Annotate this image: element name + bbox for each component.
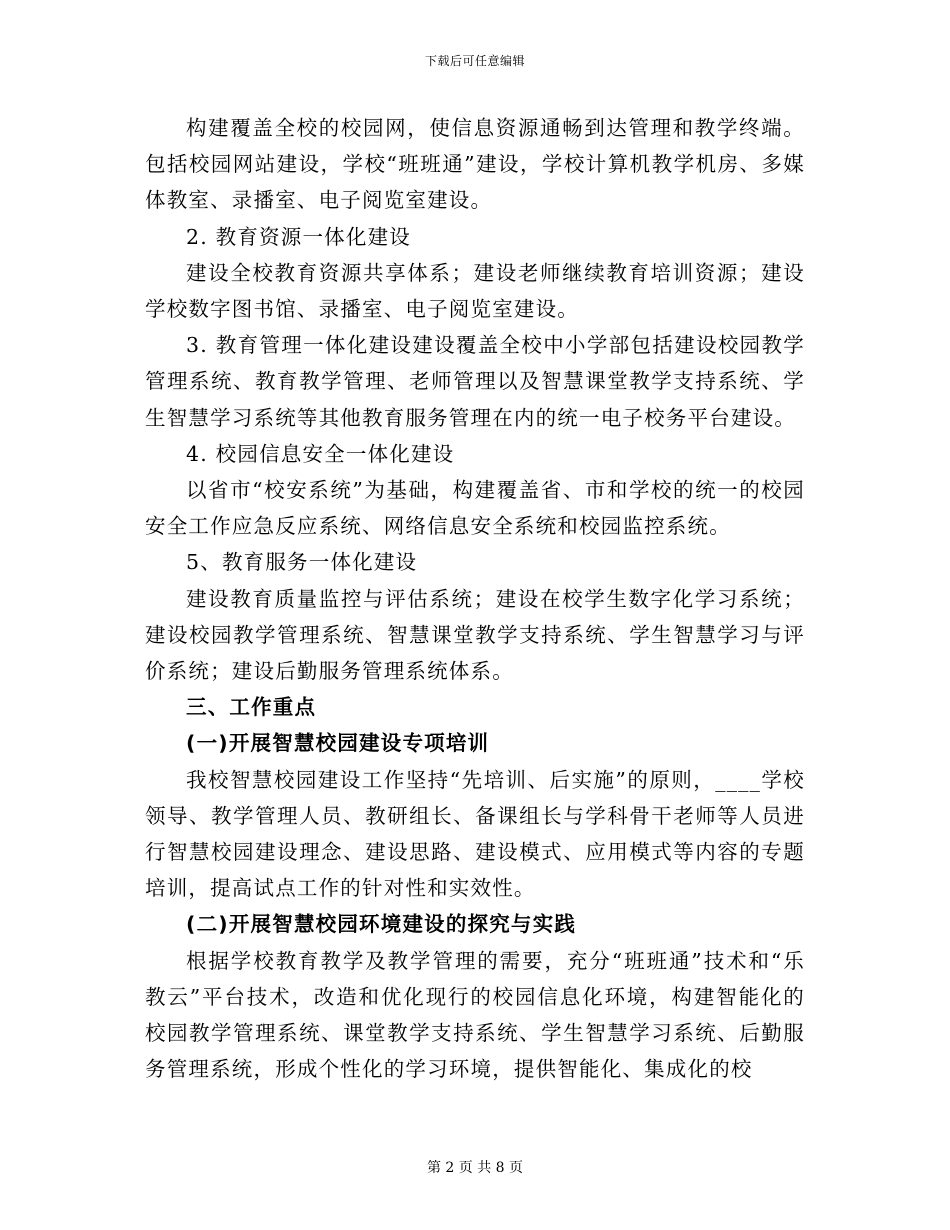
paragraph-education-management: 3. 教育管理一体化建设建设覆盖全校中小学部包括建设校园教学管理系统、教育教学管理、老师管理以及智慧课堂教学支持系统、学生智慧学习系统等其他教育服务管理在内的统一电子校务平台建设。 xyxy=(145,333,805,430)
heading-training: (一)开展智慧校园建设专项培训 xyxy=(186,731,490,756)
heading-work-focus: 三、工作重点 xyxy=(186,695,317,720)
paragraph-education-services: 建设教育质量监控与评估系统；建设在校学生数字化学习系统；建设校园教学管理系统、智慧课堂教学支持系统、学生智慧学习与评价系统；建设后勤服务管理系统体系。 xyxy=(145,586,805,684)
heading-education-resources: 2. 教育资源一体化建设 xyxy=(186,224,411,249)
heading-education-services: 5、教育服务一体化建设 xyxy=(186,550,418,575)
heading-campus-security: 4. 校园信息安全一体化建设 xyxy=(186,441,455,466)
page-footer: 第 2 页 共 8 页 xyxy=(426,1160,524,1176)
document-body xyxy=(145,110,805,1087)
heading-environment: (二)开展智慧校园环境建设的探究与实践 xyxy=(186,912,577,937)
paragraph-campus-security: 以省市“校安系统”为基础，构建覆盖省、市和学校的统一的校园安全工作应急反应系统、网络信息安全系统和校园监控系统。 xyxy=(145,478,805,539)
paragraph-education-resources: 建设全校教育资源共享体系；建设老师继续教育培训资源；建设学校数字图书馆、录播室、电子阅览室建设。 xyxy=(145,260,805,322)
paragraph-environment: 根据学校教育教学及教学管理的需要，充分“班班通”技术和“乐教云”平台技术，改造和优化现行的校园信息化环境，构建智能化的校园教学管理系统、课堂教学支持系统、学生智慧学习系统、后勤服务管理系统，形成个性化的学习环境，提供智能化、集成化的校 xyxy=(145,948,805,1082)
page-header: 下载后可任意编辑 xyxy=(424,54,525,68)
paragraph-campus-network: 构建覆盖全校的校园网，使信息资源通畅到达管理和教学终端。包括校园网站建设，学校“班班通”建设，学校计算机教学机房、多媒体教室、录播室、电子阅览室建设。 xyxy=(145,116,805,213)
paragraph-training: 我校智慧校园建设工作坚持“先培训、后实施”的原则，____学校领导、教学管理人员、教研组长、备课组长与学科骨干老师等人员进行智慧校园建设理念、建设思路、建设模式、应用模式等内容的专题培训，提高试点工作的针对性和实效性。 xyxy=(145,767,805,901)
